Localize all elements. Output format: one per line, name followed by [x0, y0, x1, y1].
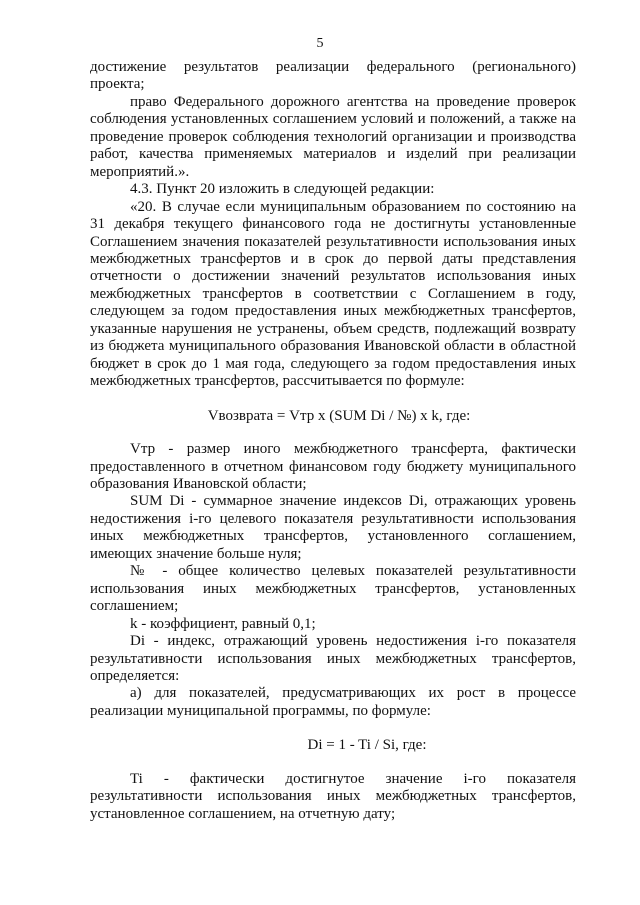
definition-di: Di - индекс, отражающий уровень недостижения i-го показателя результативности использования иных межбюджетных трансфертов, определяется: — [90, 633, 576, 684]
document-body — [90, 59, 576, 823]
definition-ti: Ti - фактически достигнутое значение i-го показателя результативности использования иных межбюджетных трансфертов, установленное соглашением, на отчетную дату; — [90, 770, 576, 822]
definition-n: № - общее количество целевых показателей результативности использования иных межбюджетных трансфертов, установленных соглашением; — [90, 563, 576, 615]
paragraph-growth-indicators: а) для показателей, предусматривающих их рост в процессе реализации муниципальной программы, по формуле: — [90, 685, 576, 719]
definition-vtr: Vтр - размер иного межбюджетного трансферта, фактически предоставленного в отчетном финансовом году бюджету муниципального образования Ивановской области; — [90, 441, 576, 492]
page-number: 5 — [316, 36, 324, 51]
definition-sum-di: SUM Di - суммарное значение индексов Di, отражающих уровень недостижения i-го целевого показателя результативности использования иных межбюджетных трансфертов, установленного соглашением, имеющих значение больше нуля; — [90, 493, 576, 562]
paragraph-federal-agency-right: право Федерального дорожного агентства на проведение проверок соблюдения установленных соглашением условий и положений, а также на проведение проверок соблюдения технологий организации и производства работ, качества применяемых материалов и изделий при реализации мероприятий.». — [90, 93, 576, 180]
paragraph-item-4-3: 4.3. Пункт 20 изложить в следующей редакции: — [130, 181, 435, 198]
definition-k: k - коэффициент, равный 0,1; — [130, 615, 316, 632]
paragraph-project-continuation: достижение результатов реализации федерального (регионального) проекта; — [90, 59, 576, 93]
formula-index-di: Di = 1 - Ti / Si, где: — [307, 737, 427, 754]
formula-refund-volume: Vвозврата = Vтр x (SUM Di / №) x k, где: — [207, 407, 471, 424]
paragraph-item-20: «20. В случае если муниципальным образованием по состоянию на 31 декабря текущего финансового года не достигнуты установленные Соглашением значения показателей результативности использования иных межбюджетных трансфертов и в срок до первой даты представления отчетности о достижении значений результатов использования иных межбюджетных трансфертов в соответствии с Соглашением в году, следующем за годом предоставления иных межбюджетных трансфертов, указанные нарушения не устранены, объем средств, подлежащий возврату из бюджета муниципального образования Ивановской области в областной бюджет в срок до 1 мая года, следующего за годом предоставления иных межбюджетных трансфертов, рассчитывается по формуле: — [90, 198, 576, 390]
